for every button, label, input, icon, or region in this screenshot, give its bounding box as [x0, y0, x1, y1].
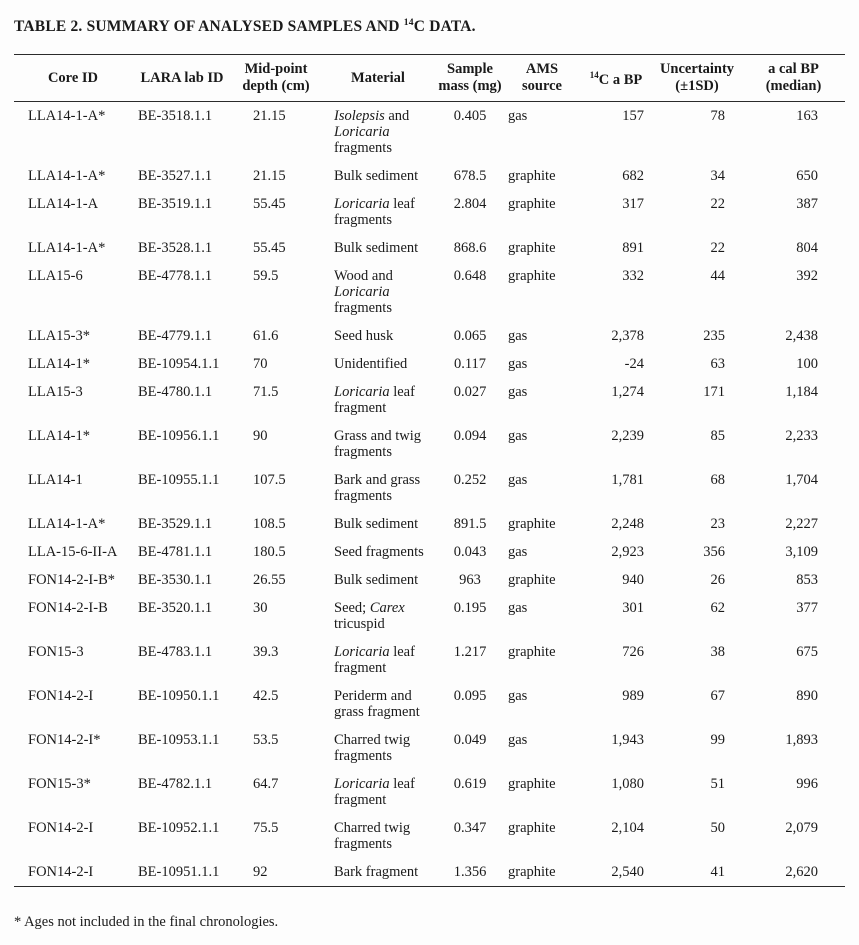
column-header-material	[320, 55, 436, 102]
cell-uncertainty_1sd: 85	[710, 428, 725, 445]
column-header-core_id	[14, 55, 132, 102]
cell-ams_source: gas	[508, 472, 528, 489]
cell-material	[320, 378, 436, 422]
cell-c14_a_bp: 2,239	[611, 428, 644, 445]
taxon-name: Loricaria	[334, 124, 390, 141]
header-line	[743, 78, 844, 95]
cell-core_id: LLA14-1*	[28, 428, 91, 445]
cell-sample_mass_mg: 0.065	[453, 328, 487, 345]
cell-core_id: LLA14-1*	[28, 356, 91, 373]
header-row	[14, 55, 845, 102]
cell-c14_a_bp: 1,943	[611, 732, 644, 749]
cell-a_cal_bp_median: 3,109	[785, 544, 818, 561]
text-segment: fragments	[334, 140, 392, 157]
taxon-name: Loricaria	[334, 284, 390, 301]
table-row	[14, 638, 845, 682]
cell-midpoint_depth_cm: 90	[253, 428, 268, 445]
taxon-name: Carex	[369, 600, 405, 617]
cell-material: Unidentified	[334, 356, 408, 373]
cell-material	[320, 190, 436, 234]
cell-midpoint_depth_cm: 61.6	[253, 328, 279, 345]
cell-sample_mass_mg: 963	[459, 572, 481, 589]
taxon-name: Loricaria	[334, 384, 390, 401]
text-segment: fragments	[334, 300, 392, 317]
cell-c14_a_bp: 726	[622, 644, 644, 661]
cell-ams_source: graphite	[508, 644, 556, 661]
header-line	[653, 61, 741, 78]
cell-lara_lab_id: BE-3527.1.1	[138, 168, 213, 185]
cell-sample_mass_mg: 868.6	[453, 240, 487, 257]
table-row	[14, 682, 845, 726]
cell-a_cal_bp_median: 2,227	[785, 516, 818, 533]
cell-uncertainty_1sd: 23	[710, 516, 725, 533]
header-line	[233, 61, 319, 78]
cell-uncertainty_1sd: 50	[710, 820, 725, 837]
cell-material: Charred twig fragments	[334, 732, 411, 765]
cell-c14_a_bp: 682	[622, 168, 644, 185]
header-line	[505, 78, 579, 95]
cell-sample_mass_mg: 0.117	[453, 356, 487, 373]
cell-uncertainty_1sd: 26	[710, 572, 725, 589]
cell-core_id: LLA15-3*	[28, 328, 91, 345]
cell-core_id: FON14-2-I	[28, 820, 94, 837]
cell-ams_source: graphite	[508, 240, 556, 257]
cell-ams_source: gas	[508, 384, 528, 401]
cell-a_cal_bp_median: 675	[796, 644, 818, 661]
cell-a_cal_bp_median: 392	[796, 268, 818, 285]
cell-uncertainty_1sd: 171	[703, 384, 725, 401]
cell-midpoint_depth_cm: 55.45	[253, 196, 286, 213]
cell-a_cal_bp_median: 804	[796, 240, 818, 257]
text-segment: mass (mg)	[438, 78, 502, 95]
table-row	[14, 510, 845, 538]
header-line	[233, 78, 319, 95]
text-segment: AMS	[525, 61, 559, 78]
text-segment: depth (cm)	[242, 78, 310, 95]
header-line	[321, 70, 435, 87]
cell-ams_source: graphite	[508, 268, 556, 285]
cell-ams_source: graphite	[508, 864, 556, 881]
header-line	[133, 70, 231, 87]
cell-c14_a_bp: 2,248	[611, 516, 644, 533]
text-segment: Core ID	[47, 69, 99, 86]
table-row	[14, 726, 845, 770]
cell-ams_source: gas	[508, 544, 528, 561]
cell-a_cal_bp_median: 2,438	[785, 328, 818, 345]
cell-lara_lab_id: BE-4780.1.1	[138, 384, 213, 401]
text-segment: leaf fragment	[334, 644, 415, 677]
column-header-lara_lab_id	[132, 55, 232, 102]
cell-a_cal_bp_median: 1,704	[785, 472, 818, 489]
table-body	[14, 102, 845, 887]
cell-sample_mass_mg: 678.5	[453, 168, 487, 185]
text-segment: tricuspid	[334, 616, 385, 633]
cell-core_id: FON14-2-I*	[28, 732, 101, 749]
cell-core_id: LLA15-3	[28, 384, 83, 401]
table-title-suffix: C DATA.	[413, 18, 476, 36]
cell-a_cal_bp_median: 1,184	[785, 384, 818, 401]
cell-uncertainty_1sd: 67	[710, 688, 725, 705]
header-line	[581, 67, 651, 89]
cell-uncertainty_1sd: 62	[710, 600, 725, 617]
header-line	[505, 61, 579, 78]
text-segment: (±1SD)	[675, 78, 719, 95]
cell-lara_lab_id: BE-3529.1.1	[138, 516, 213, 533]
column-header-a_cal_bp_median	[742, 55, 845, 102]
cell-core_id: LLA14-1	[28, 472, 83, 489]
cell-material: Charred twig fragments	[334, 820, 411, 853]
cell-midpoint_depth_cm: 70	[253, 356, 268, 373]
cell-core_id: LLA15-6	[28, 268, 83, 285]
cell-sample_mass_mg: 0.347	[453, 820, 487, 837]
text-segment: Sample	[447, 61, 493, 78]
cell-core_id: LLA14-1-A*	[28, 240, 106, 257]
cell-uncertainty_1sd: 22	[710, 240, 725, 257]
taxon-name: Loricaria	[334, 776, 390, 793]
header-line	[437, 78, 503, 95]
cell-sample_mass_mg: 0.049	[453, 732, 487, 749]
table-row	[14, 102, 845, 163]
cell-core_id: LLA14-1-A*	[28, 168, 106, 185]
cell-midpoint_depth_cm: 53.5	[253, 732, 279, 749]
cell-midpoint_depth_cm: 71.5	[253, 384, 279, 401]
cell-material: Bulk sediment	[334, 572, 419, 589]
cell-lara_lab_id: BE-10952.1.1	[138, 820, 220, 837]
cell-material	[320, 770, 436, 814]
cell-lara_lab_id: BE-10953.1.1	[138, 732, 220, 749]
column-header-c14_a_bp	[580, 55, 652, 102]
cell-material: Bulk sediment	[334, 240, 419, 257]
cell-lara_lab_id: BE-10955.1.1	[138, 472, 220, 489]
cell-lara_lab_id: BE-4778.1.1	[138, 268, 213, 285]
cell-core_id: LLA-15-6-II-A	[28, 544, 118, 561]
cell-uncertainty_1sd: 41	[710, 864, 725, 881]
cell-sample_mass_mg: 0.619	[453, 776, 487, 793]
cell-a_cal_bp_median: 2,620	[785, 864, 818, 881]
cell-c14_a_bp: 989	[622, 688, 644, 705]
cell-uncertainty_1sd: 68	[710, 472, 725, 489]
cell-ams_source: gas	[508, 328, 528, 345]
cell-midpoint_depth_cm: 108.5	[253, 516, 286, 533]
cell-c14_a_bp: 1,274	[611, 384, 644, 401]
cell-ams_source: gas	[508, 732, 528, 749]
cell-ams_source: gas	[508, 108, 528, 125]
cell-midpoint_depth_cm: 55.45	[253, 240, 286, 257]
table-row	[14, 814, 845, 858]
cell-c14_a_bp: 1,781	[611, 472, 644, 489]
cell-ams_source: graphite	[508, 516, 556, 533]
cell-core_id: FON14-2-I-B	[28, 600, 108, 617]
cell-c14_a_bp: 2,378	[611, 328, 644, 345]
cell-a_cal_bp_median: 377	[796, 600, 818, 617]
cell-lara_lab_id: BE-10950.1.1	[138, 688, 220, 705]
cell-midpoint_depth_cm: 75.5	[253, 820, 279, 837]
cell-a_cal_bp_median: 1,893	[785, 732, 818, 749]
text-segment: Mid-point	[244, 61, 308, 78]
cell-material: Bulk sediment	[334, 168, 419, 185]
cell-a_cal_bp_median: 996	[796, 776, 818, 793]
table-row	[14, 162, 845, 190]
cell-uncertainty_1sd: 99	[710, 732, 725, 749]
cell-c14_a_bp: 2,104	[611, 820, 644, 837]
cell-a_cal_bp_median: 853	[796, 572, 818, 589]
cell-c14_a_bp: 332	[622, 268, 644, 285]
cell-lara_lab_id: BE-4783.1.1	[138, 644, 213, 661]
cell-sample_mass_mg: 2.804	[453, 196, 487, 213]
header-line	[15, 70, 131, 87]
cell-sample_mass_mg: 0.405	[453, 108, 487, 125]
cell-uncertainty_1sd: 63	[710, 356, 725, 373]
cell-lara_lab_id: BE-3519.1.1	[138, 196, 213, 213]
taxon-name: Loricaria	[334, 196, 390, 213]
cell-midpoint_depth_cm: 107.5	[253, 472, 286, 489]
cell-a_cal_bp_median: 890	[796, 688, 818, 705]
table-row	[14, 378, 845, 422]
text-segment: Seed;	[334, 600, 370, 617]
cell-core_id: FON15-3	[28, 644, 84, 661]
cell-material: Bulk sediment	[334, 516, 419, 533]
cell-core_id: FON14-2-I	[28, 688, 94, 705]
table-row	[14, 350, 845, 378]
cell-core_id: FON14-2-I-B*	[28, 572, 115, 589]
cell-material	[320, 594, 436, 638]
cell-material: Seed husk	[334, 328, 394, 345]
cell-material: Seed fragments	[334, 544, 424, 561]
cell-midpoint_depth_cm: 26.55	[253, 572, 286, 589]
cell-sample_mass_mg: 0.043	[453, 544, 487, 561]
cell-lara_lab_id: BE-3528.1.1	[138, 240, 213, 257]
text-segment: Material	[351, 69, 405, 86]
cell-c14_a_bp: 2,540	[611, 864, 644, 881]
table-row	[14, 190, 845, 234]
cell-c14_a_bp: 301	[622, 600, 644, 617]
cell-lara_lab_id: BE-3520.1.1	[138, 600, 213, 617]
cell-ams_source: graphite	[508, 776, 556, 793]
cell-sample_mass_mg: 891.5	[453, 516, 487, 533]
cell-a_cal_bp_median: 100	[796, 356, 818, 373]
cell-midpoint_depth_cm: 59.5	[253, 268, 279, 285]
cell-core_id: LLA14-1-A	[28, 196, 99, 213]
header-line	[437, 61, 503, 78]
cell-material: Bark fragment	[334, 864, 419, 881]
cell-uncertainty_1sd: 235	[703, 328, 725, 345]
text-segment: and	[384, 108, 410, 125]
cell-material: Periderm and grass fragment	[334, 688, 420, 721]
cell-sample_mass_mg: 0.195	[453, 600, 487, 617]
text-segment: leaf fragments	[334, 196, 415, 229]
text-segment: source	[521, 78, 562, 95]
column-header-midpoint_depth_cm	[232, 55, 320, 102]
cell-material: Bark and grass fragments	[334, 472, 421, 505]
cell-a_cal_bp_median: 650	[796, 168, 818, 185]
column-header-uncertainty_1sd	[652, 55, 742, 102]
cell-uncertainty_1sd: 22	[710, 196, 725, 213]
cell-ams_source: gas	[508, 428, 528, 445]
cell-core_id: FON14-2-I	[28, 864, 94, 881]
table-title-prefix: TABLE 2. SUMMARY OF ANALYSED SAMPLES AND	[14, 18, 404, 36]
cell-material: Grass and twig fragments	[334, 428, 421, 461]
cell-sample_mass_mg: 1.217	[453, 644, 487, 661]
cell-ams_source: gas	[508, 356, 528, 373]
cell-a_cal_bp_median: 163	[796, 108, 818, 125]
superscript-text: 14	[589, 70, 599, 81]
cell-uncertainty_1sd: 38	[710, 644, 725, 661]
table-row	[14, 566, 845, 594]
cell-midpoint_depth_cm: 64.7	[253, 776, 279, 793]
text-segment: Wood and	[334, 268, 393, 285]
cell-c14_a_bp: 317	[622, 196, 644, 213]
cell-lara_lab_id: BE-4779.1.1	[138, 328, 213, 345]
cell-midpoint_depth_cm: 21.15	[253, 108, 286, 125]
cell-a_cal_bp_median: 387	[796, 196, 818, 213]
table-row	[14, 422, 845, 466]
cell-uncertainty_1sd: 44	[710, 268, 725, 285]
text-segment: leaf fragment	[334, 384, 415, 417]
footnote: * Ages not included in the final chronologies.	[14, 914, 279, 931]
cell-midpoint_depth_cm: 42.5	[253, 688, 279, 705]
cell-lara_lab_id: BE-10956.1.1	[138, 428, 220, 445]
cell-lara_lab_id: BE-4781.1.1	[138, 544, 213, 561]
table-row	[14, 322, 845, 350]
cell-lara_lab_id: BE-10951.1.1	[138, 864, 220, 881]
cell-uncertainty_1sd: 356	[703, 544, 725, 561]
cell-material	[320, 102, 436, 163]
header-line	[743, 61, 844, 78]
cell-a_cal_bp_median: 2,233	[785, 428, 818, 445]
cell-lara_lab_id: BE-10954.1.1	[138, 356, 220, 373]
cell-c14_a_bp: 2,923	[611, 544, 644, 561]
cell-c14_a_bp: 891	[622, 240, 644, 257]
column-header-sample_mass_mg	[436, 55, 504, 102]
cell-uncertainty_1sd: 78	[710, 108, 725, 125]
taxon-name: Loricaria	[334, 644, 390, 661]
cell-ams_source: graphite	[508, 572, 556, 589]
cell-ams_source: graphite	[508, 820, 556, 837]
cell-material	[320, 262, 436, 322]
cell-core_id: LLA14-1-A*	[28, 516, 106, 533]
cell-c14_a_bp: -24	[624, 356, 644, 373]
taxon-name: Isolepsis	[334, 108, 385, 125]
table-row	[14, 466, 845, 510]
cell-sample_mass_mg: 1.356	[453, 864, 487, 881]
cell-core_id: LLA14-1-A*	[28, 108, 106, 125]
cell-midpoint_depth_cm: 30	[253, 600, 268, 617]
column-header-ams_source	[504, 55, 580, 102]
cell-uncertainty_1sd: 51	[710, 776, 725, 793]
cell-sample_mass_mg: 0.648	[453, 268, 487, 285]
cell-uncertainty_1sd: 34	[710, 168, 725, 185]
cell-ams_source: graphite	[508, 168, 556, 185]
cell-ams_source: gas	[508, 688, 528, 705]
cell-midpoint_depth_cm: 21.15	[253, 168, 286, 185]
cell-c14_a_bp: 1,080	[611, 776, 644, 793]
header-line	[653, 78, 741, 95]
cell-midpoint_depth_cm: 180.5	[253, 544, 286, 561]
cell-lara_lab_id: BE-4782.1.1	[138, 776, 213, 793]
cell-c14_a_bp: 940	[622, 572, 644, 589]
text-segment: (median)	[765, 78, 822, 95]
text-segment: C a BP	[598, 72, 643, 89]
text-segment: a cal BP	[768, 61, 819, 78]
cell-a_cal_bp_median: 2,079	[785, 820, 818, 837]
cell-midpoint_depth_cm: 39.3	[253, 644, 279, 661]
title-superscript-14: 14	[403, 17, 414, 28]
table-row	[14, 234, 845, 262]
samples-table	[14, 54, 845, 887]
text-segment: Uncertainty	[659, 61, 735, 78]
cell-ams_source: gas	[508, 600, 528, 617]
table-row	[14, 594, 845, 638]
cell-lara_lab_id: BE-3530.1.1	[138, 572, 213, 589]
text-segment: leaf fragment	[334, 776, 415, 809]
table-row	[14, 858, 845, 887]
cell-material	[320, 638, 436, 682]
cell-sample_mass_mg: 0.027	[453, 384, 487, 401]
cell-lara_lab_id: BE-3518.1.1	[138, 108, 213, 125]
table-row	[14, 770, 845, 814]
text-segment: LARA lab ID	[140, 69, 224, 86]
cell-core_id: FON15-3*	[28, 776, 91, 793]
cell-midpoint_depth_cm: 92	[253, 864, 268, 881]
cell-sample_mass_mg: 0.094	[453, 428, 487, 445]
table-title	[14, 13, 845, 36]
cell-c14_a_bp: 157	[622, 108, 644, 125]
cell-sample_mass_mg: 0.095	[453, 688, 487, 705]
table-header	[14, 55, 845, 102]
table-row	[14, 262, 845, 322]
table-row	[14, 538, 845, 566]
cell-ams_source: graphite	[508, 196, 556, 213]
cell-sample_mass_mg: 0.252	[453, 472, 487, 489]
